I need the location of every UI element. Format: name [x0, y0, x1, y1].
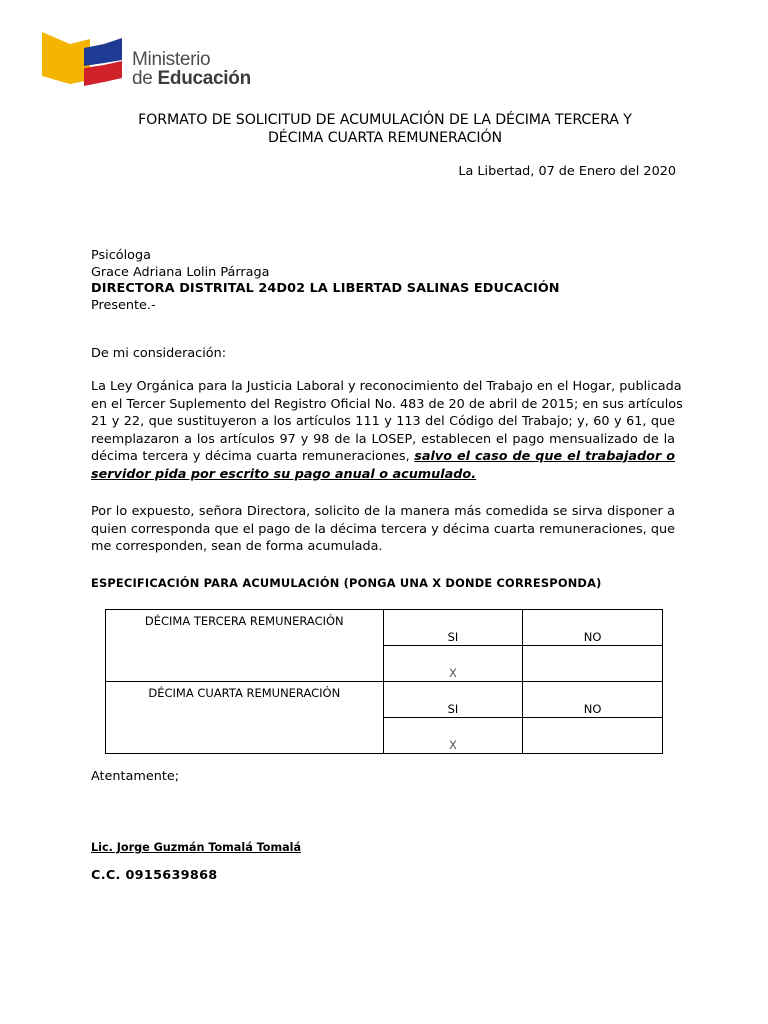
table-row: [106, 682, 663, 718]
closing: Atentamente;: [91, 769, 180, 784]
paragraph-request: [91, 503, 675, 556]
mark-cell-si: X: [383, 718, 523, 754]
paragraph1-emphasis-end: servidor pida por escrito su pago anual o acumulado.: [91, 466, 477, 482]
flag-emblem-icon: [40, 30, 130, 90]
table-row: [106, 610, 663, 646]
signer-id: C.C. 0915639868: [91, 868, 218, 883]
recipient-name: Grace Adriana Lolin Párraga: [91, 264, 270, 280]
recipient-presente: Presente.-: [91, 297, 156, 313]
mark-cell-si: X: [383, 646, 523, 682]
mark-cell-no: [523, 718, 663, 754]
recipient-block: [91, 248, 560, 314]
paragraph1-line: La Ley Orgánica para la Justicia Laboral y reconocimiento del Trabajo en el Hogar, publicada: [91, 379, 682, 394]
title-line1: FORMATO DE SOLICITUD DE ACUMULACIÓN DE LA DÉCIMA TERCERA Y: [138, 112, 632, 128]
specification-table: [105, 609, 663, 754]
row-label-decima-tercera: DÉCIMA TERCERA REMUNERACIÓN: [106, 610, 384, 682]
paragraph1-emphasis-start: salvo el caso de que el trabajador o: [414, 449, 675, 464]
option-no-header: NO: [523, 682, 663, 718]
paragraph1-line: en el Tercer Suplemento del Registro Oficial No. 483 de 20 de abril de 2015; en sus artículos: [91, 396, 683, 412]
paragraph1-line: [91, 466, 675, 484]
mark-cell-no: [523, 646, 663, 682]
paragraph1-line: 21 y 22, que sustituyeron a los artículos 111 y 113 del Código del Trabajo; y, 60 y 61, que: [91, 414, 675, 429]
paragraph1-line: [91, 448, 675, 466]
document-date: La Libertad, 07 de Enero del 2020: [458, 164, 676, 179]
paragraph1-line5-plain: décima tercera y décima cuarta remuneraciones,: [91, 449, 415, 464]
recipient-position: DIRECTORA DISTRITAL 24D02 LA LIBERTAD SALINAS EDUCACIÓN: [91, 281, 560, 296]
ministry-name-prefix: de: [132, 68, 158, 89]
row-label-decima-cuarta: DÉCIMA CUARTA REMUNERACIÓN: [106, 682, 384, 754]
logo-yellow-shape: [42, 32, 90, 84]
signer-name: Lic. Jorge Guzmán Tomalá Tomalá: [91, 841, 302, 854]
option-si-header: SI: [383, 682, 523, 718]
ministry-name: [132, 50, 251, 88]
option-si-header: SI: [383, 610, 523, 646]
recipient-title: Psicóloga: [91, 248, 151, 263]
ministry-name-line1: Ministerio: [132, 49, 211, 70]
ministry-name-line2: [132, 69, 251, 88]
ministry-name-bold: Educación: [157, 68, 251, 89]
title-line2: DÉCIMA CUARTA REMUNERACIÓN: [267, 130, 503, 146]
specification-heading: ESPECIFICACIÓN PARA ACUMULACIÓN (PONGA UNA X DONDE CORRESPONDA): [91, 576, 602, 590]
ministry-logo: [40, 30, 280, 94]
option-no-header: NO: [523, 610, 663, 646]
paragraph2-line: Por lo expuesto, señora Directora, solicito de la manera más comedida se sirva disponer a: [91, 504, 675, 519]
paragraph2-line: quien corresponda que el pago de la décima tercera y décima cuarta remuneraciones, que: [91, 521, 675, 537]
paragraph-legal-basis: [91, 378, 683, 483]
paragraph1-line: reemplazaron a los artículos 97 y 98 de la LOSEP, establecen el pago mensualizado de la: [91, 431, 675, 447]
document-title: [90, 111, 680, 147]
paragraph2-line: me corresponden, sean de forma acumulada.: [91, 539, 383, 554]
greeting: De mi consideración:: [91, 346, 227, 361]
